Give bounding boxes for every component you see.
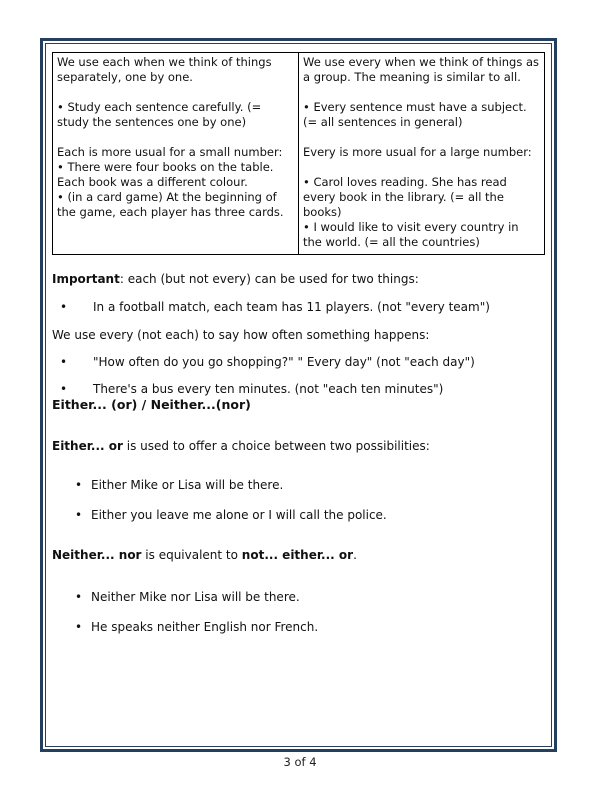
each-vs-every-table [52, 52, 545, 255]
list-item-text: There's a bus every ten minutes. (not "each ten minutes") [93, 382, 444, 396]
important-text: : each (but not every) can be used for two things: [119, 272, 419, 286]
list-item [52, 381, 545, 397]
page-border-inner-line [45, 43, 552, 747]
every-column-cell [299, 53, 545, 255]
list-item-text: Either you leave me alone or I will call the police. [91, 508, 387, 522]
important-note [52, 271, 545, 287]
page-number: 3 of 4 [283, 755, 317, 769]
list-item [52, 619, 545, 635]
paragraph: We use every when we think of things as a group. The meaning is similar to all. [303, 55, 540, 84]
bullet-icon: • [75, 590, 83, 604]
neither-nor-label: Neither... nor [52, 548, 142, 562]
bullet-paragraph: • (in a card game) At the beginning of the game, each player has three cards. [57, 190, 284, 219]
paragraph: Each is more usual for a small number: [57, 145, 283, 159]
bullet-icon: • [75, 620, 83, 634]
list-item [52, 507, 545, 523]
bullet-icon: • [60, 382, 68, 396]
each-column-cell [53, 53, 299, 255]
list-item [52, 299, 545, 315]
list-item-text: "How often do you go shopping?" " Every day" (not "each day") [93, 355, 475, 369]
paragraph: We use each when we think of things separately, one by one. [57, 55, 272, 84]
list-item-text: Neither Mike nor Lisa will be there. [91, 590, 300, 604]
bullet-paragraph: • There were four books on the table. Each book was a different colour. [57, 160, 274, 189]
bullet-paragraph: • Study each sentence carefully. (= study the sentences one by one) [57, 100, 262, 129]
bullet-icon: • [60, 300, 68, 314]
document-body [52, 271, 545, 635]
list-item-text: In a football match, each team has 11 players. (not "every team") [93, 300, 490, 314]
bullet-icon: • [60, 355, 68, 369]
list-item [52, 477, 545, 493]
table-row [53, 53, 545, 255]
list-item-text: Either Mike or Lisa will be there. [91, 478, 284, 492]
bullet-paragraph: • I would like to visit every country in the world. (= all the countries) [303, 220, 519, 249]
neither-nor-note [52, 547, 545, 563]
important-label: Important [52, 272, 120, 286]
bullet-paragraph: • Carol loves reading. She has read every book in the library. (= all the books) [303, 175, 507, 219]
paragraph: Every is more usual for a large number: [303, 145, 532, 159]
list-item-text: He speaks neither English nor French. [91, 620, 319, 634]
neither-nor-text: is equivalent to [141, 548, 242, 562]
page-content [46, 44, 551, 746]
every-usage-note: We use every (not each) to say how often something happens: [52, 328, 430, 342]
either-or-label: Either... or [52, 439, 123, 453]
list-item [52, 354, 545, 370]
either-or-text: is used to offer a choice between two possibilities: [122, 439, 430, 453]
page-border-frame [40, 38, 557, 752]
not-either-or-label: not... either... or [241, 548, 354, 562]
bullet-paragraph: • Every sentence must have a subject. (= all sentences in general) [303, 100, 527, 129]
list-item [52, 589, 545, 605]
neither-nor-period: . [353, 548, 357, 562]
bullet-icon: • [75, 508, 83, 522]
either-neither-heading: Either... (or) / Neither...(nor) [52, 397, 251, 412]
either-or-note [52, 438, 545, 454]
bullet-icon: • [75, 478, 83, 492]
